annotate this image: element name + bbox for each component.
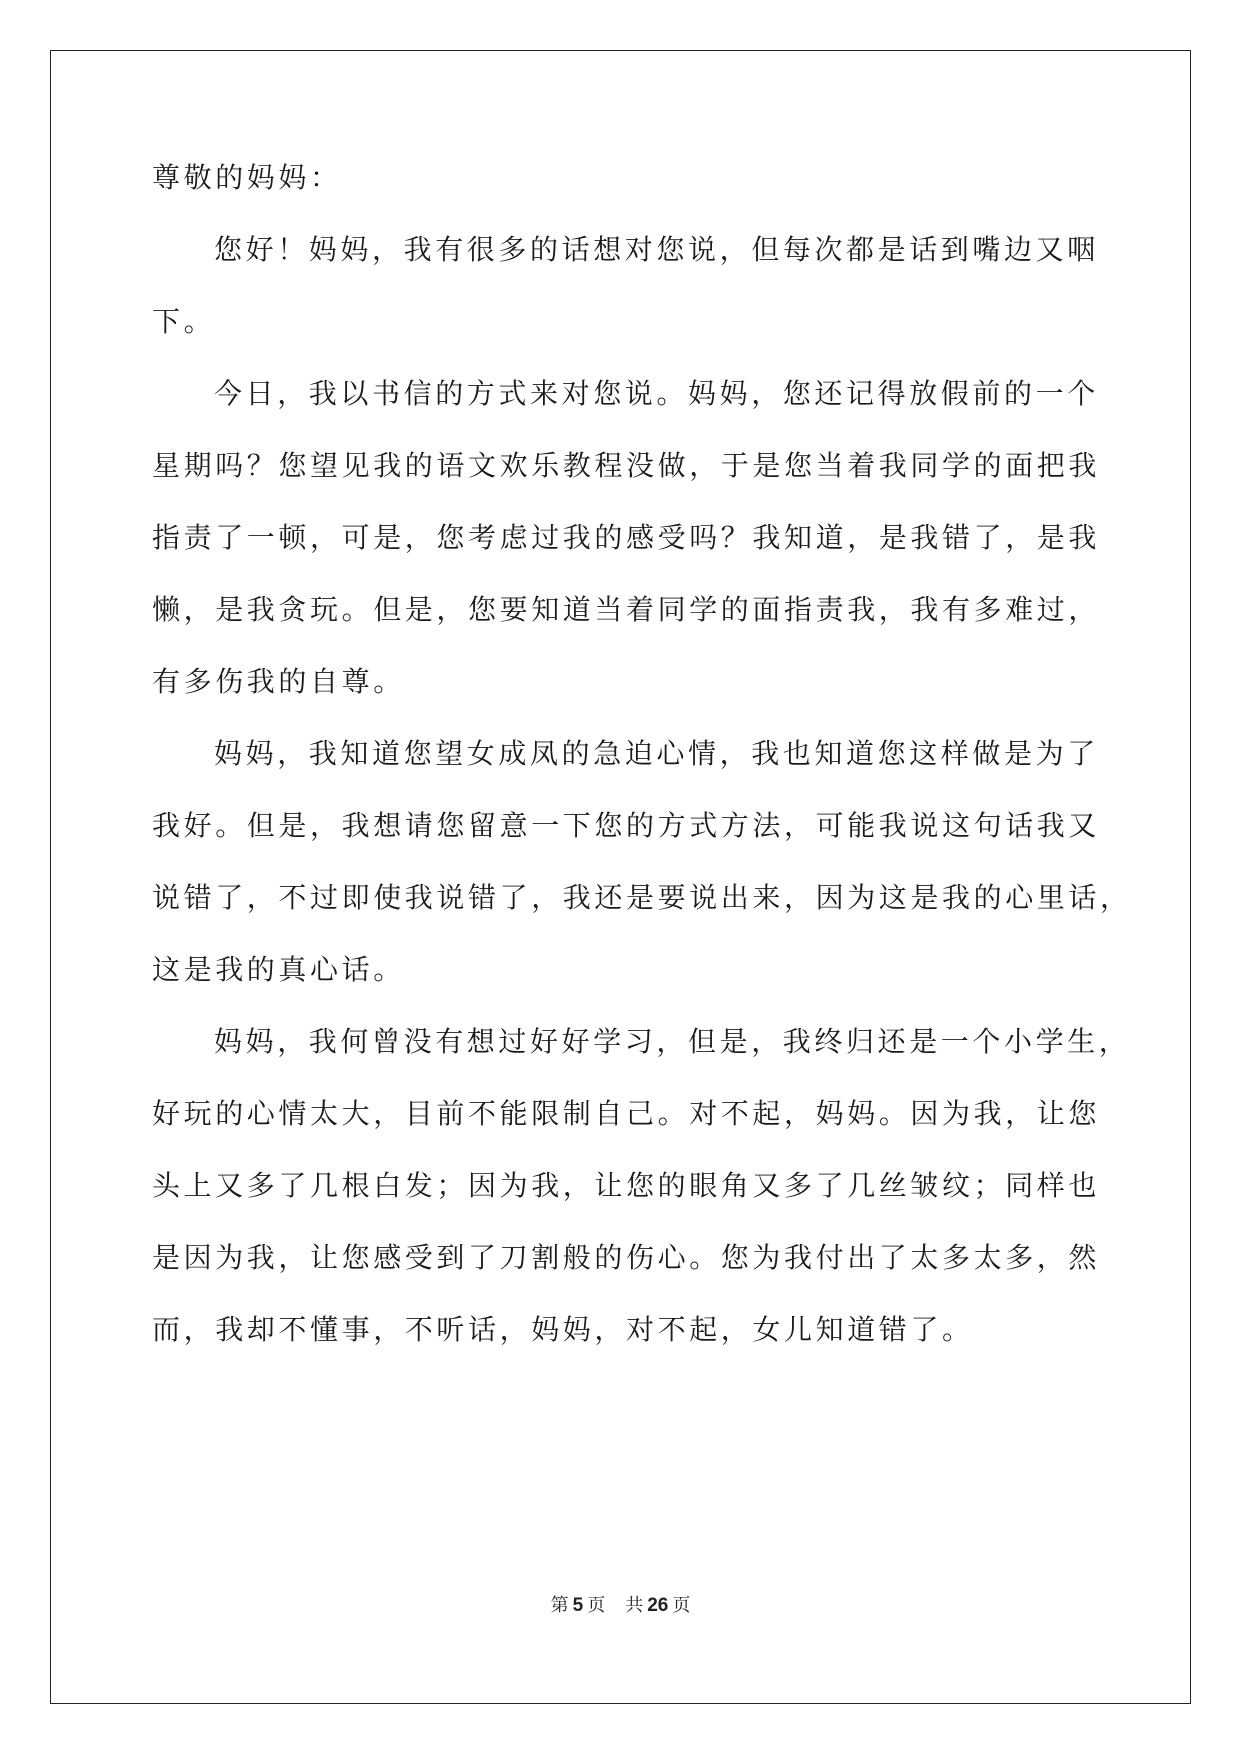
letter-line: 下。 — [152, 305, 216, 338]
letter-line: 说错了，不过即使我说错了，我还是要说出来，因为这是我的心里话， — [152, 881, 1132, 914]
letter-line: 妈妈，我何曾没有想过好好学习，但是，我终归还是一个小学生， — [214, 1025, 1131, 1058]
letter-line: 好玩的心情太大，目前不能限制自己。对不起，妈妈。因为我，让您 — [152, 1097, 1101, 1130]
letter-line: 今日，我以书信的方式来对您说。妈妈，您还记得放假前的一个 — [214, 377, 1099, 410]
letter-line: 星期吗？您望见我的语文欢乐教程没做，于是您当着我同学的面把我 — [152, 449, 1101, 482]
page-number: 5 — [572, 1595, 584, 1616]
total-pages: 26 — [647, 1595, 669, 1616]
page-suffix: 页 — [587, 1595, 606, 1616]
letter-salutation: 尊敬的妈妈： — [152, 161, 342, 194]
letter-line: 懒，是我贪玩。但是，您要知道当着同学的面指责我，我有多难过， — [152, 593, 1101, 626]
page-prefix: 第 — [550, 1595, 569, 1616]
total-prefix: 共 — [625, 1595, 644, 1616]
letter-line: 有多伤我的自尊。 — [152, 665, 405, 698]
letter-line: 妈妈，我知道您望女成凤的急迫心情，我也知道您这样做是为了 — [214, 737, 1099, 770]
letter-line: 这是我的真心话。 — [152, 953, 405, 986]
total-suffix: 页 — [672, 1595, 691, 1616]
letter-line: 而，我却不懂事，不听话，妈妈，对不起，女儿知道错了。 — [152, 1313, 974, 1346]
page-footer — [0, 1594, 1241, 1618]
letter-line: 您好！妈妈，我有很多的话想对您说，但每次都是话到嘴边又咽 — [214, 233, 1099, 266]
letter-line: 指责了一顿，可是，您考虑过我的感受吗？我知道，是我错了，是我 — [152, 521, 1101, 554]
letter-line: 是因为我，让您感受到了刀割般的伤心。您为我付出了太多太多，然 — [152, 1241, 1101, 1274]
letter-line: 我好。但是，我想请您留意一下您的方式方法，可能我说这句话我又 — [152, 809, 1101, 842]
page-border — [50, 50, 1191, 1704]
letter-line: 头上又多了几根白发；因为我，让您的眼角又多了几丝皱纹；同样也 — [152, 1169, 1101, 1202]
